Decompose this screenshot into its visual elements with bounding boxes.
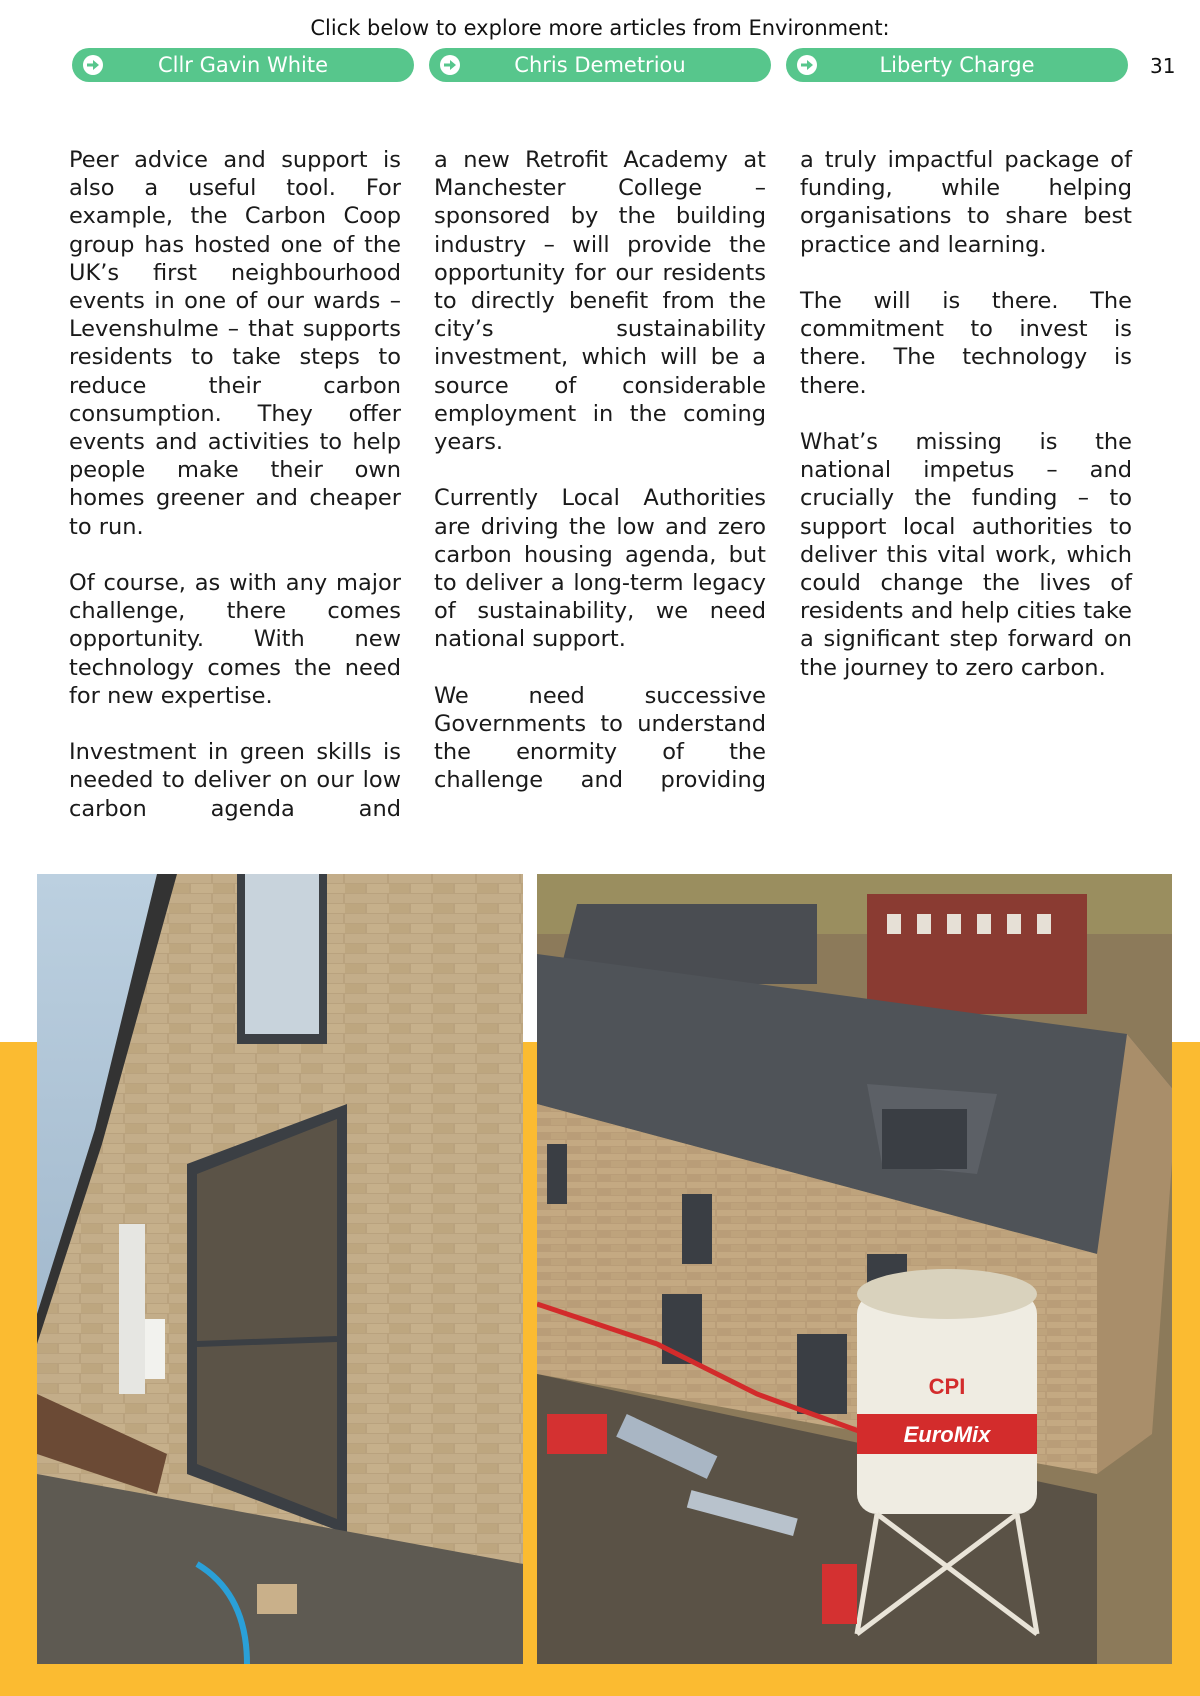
arrow-right-circle-icon <box>439 54 461 76</box>
paragraph: Of course, as with any major challenge, there comes opportunity. With new technology comes the need for new expertise. <box>69 570 401 709</box>
photo-brick-facade <box>37 874 523 1664</box>
paragraph: Currently Local Authorities are driving the low and zero carbon housing agenda, but to deliver a long-term legacy of sustainability, we need national support. <box>434 485 766 653</box>
text-column-3 <box>800 146 1132 710</box>
paragraph: We need successive Governments to understand the enormity of the challenge and providing <box>434 682 766 794</box>
nav-link-chris-demetriou[interactable] <box>429 48 771 82</box>
page-number: 31 <box>1150 54 1176 78</box>
paragraph: a new Retrofit Academy at Manchester College – sponsored by the building industry – will provide the opportunity for our residents to directly benefit from the city’s sustainability investment, which will be a source of considerable employment in the coming years. <box>434 147 766 456</box>
text-column-1 <box>69 146 401 851</box>
paragraph: The will is there. The commitment to invest is there. The technology is there. <box>800 288 1132 399</box>
photo-construction-site <box>537 874 1172 1664</box>
paragraph: Investment in green skills is needed to deliver on our low carbon agenda and <box>69 739 401 822</box>
nav-link-cllr-gavin-white[interactable] <box>72 48 414 82</box>
paragraph: a truly impactful package of funding, while helping organisations to share best practice and learning. <box>800 147 1132 258</box>
arrow-right-circle-icon <box>82 54 104 76</box>
nav-link-label: Liberty Charge <box>879 53 1035 77</box>
nav-link-label: Cllr Gavin White <box>157 53 329 77</box>
arrow-right-circle-icon <box>796 54 818 76</box>
silo-product: EuroMix <box>903 1422 991 1447</box>
nav-link-label: Chris Demetriou <box>514 53 686 77</box>
text-column-2 <box>434 146 766 823</box>
silo-brand: CPI <box>928 1374 966 1399</box>
paragraph: What’s missing is the national impetus – and crucially the funding – to support local authorities to deliver this vital work, which could change the lives of residents and help cities take a significant step forward on the journey to zero carbon. <box>800 429 1132 681</box>
paragraph: Peer advice and support is also a useful tool. For example, the Carbon Coop group has hosted one of the UK’s first neighbourhood events in one of our wards – Levenshulme – that supports residents to take steps to reduce their carbon consumption. They offer events and activities to help people make their own homes greener and cheaper to run. <box>69 147 401 540</box>
nav-link-liberty-charge[interactable] <box>786 48 1128 82</box>
nav-heading: Click below to explore more articles from Environment: <box>310 16 890 40</box>
